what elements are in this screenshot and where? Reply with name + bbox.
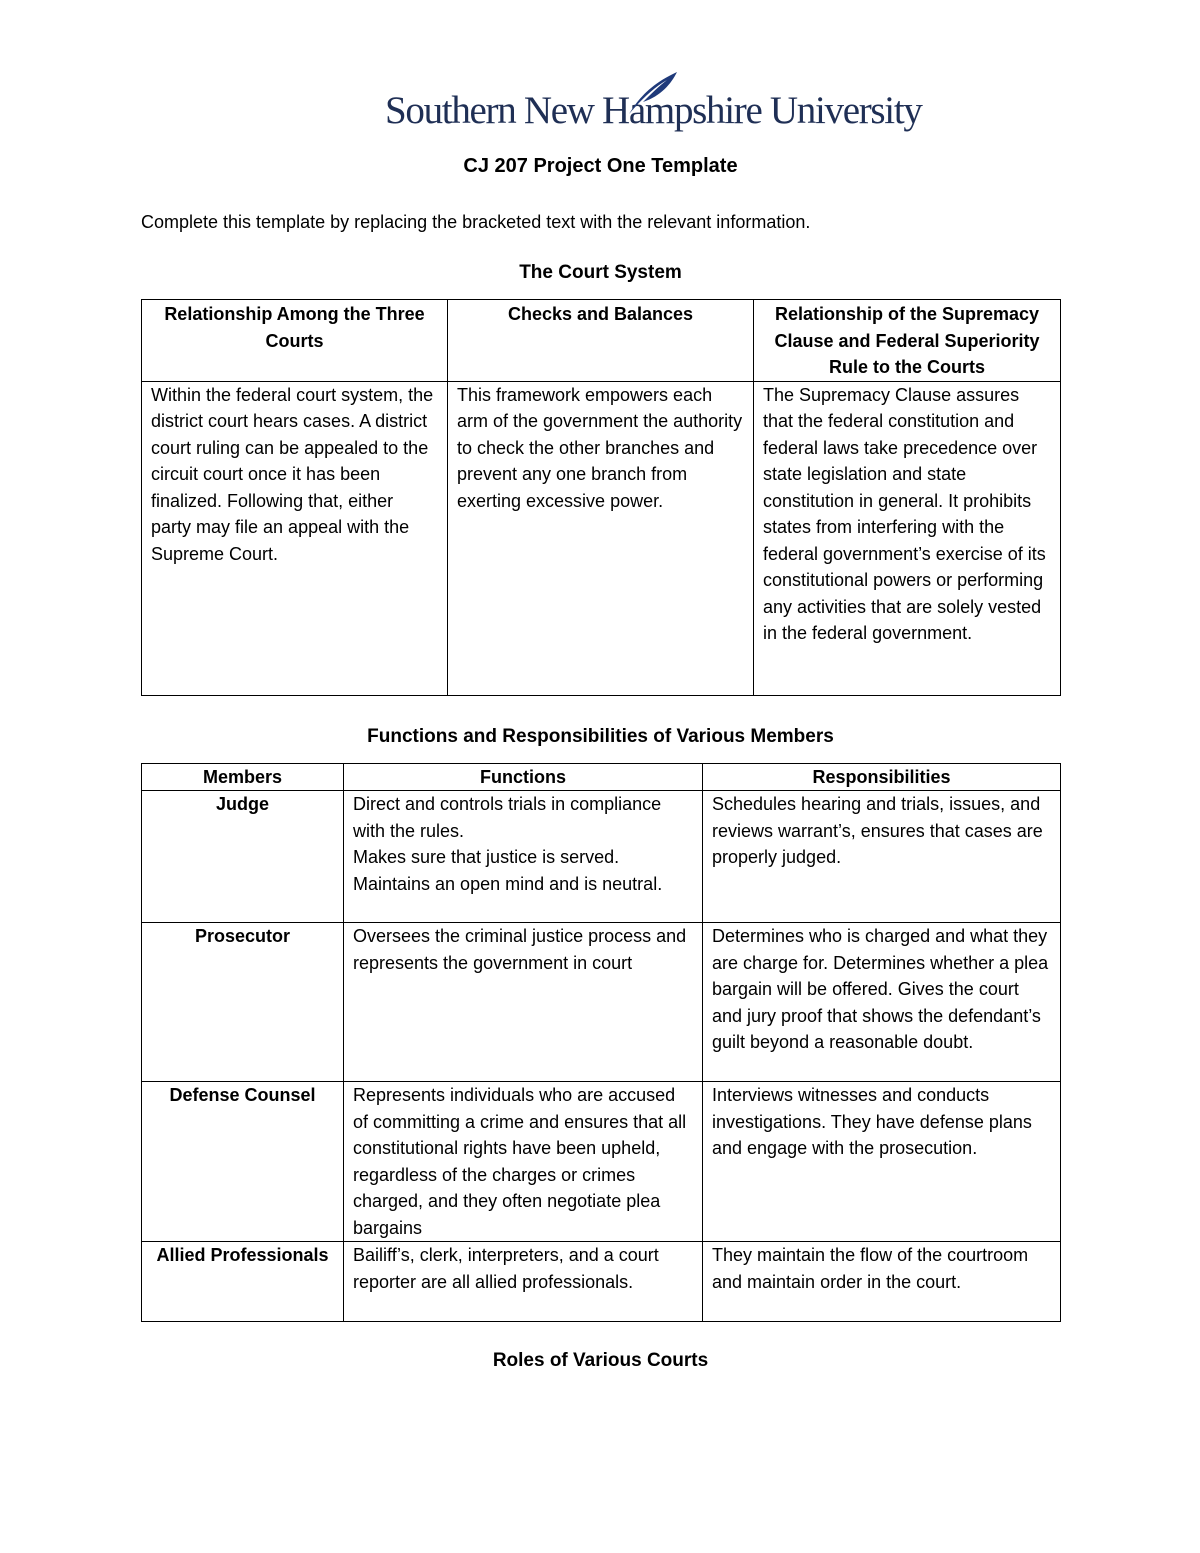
function-line: Direct and controls trials in compliance with the rules. bbox=[353, 794, 662, 841]
quill-leaf-icon bbox=[621, 70, 681, 116]
function-line: Makes sure that justice is served. bbox=[353, 847, 620, 867]
member-name: Allied Professionals bbox=[142, 1242, 344, 1322]
members-heading: Functions and Responsibilities of Various Members bbox=[367, 726, 834, 747]
column-header: Relationship Among the Three Courts bbox=[142, 300, 448, 382]
function-line: Maintains an open mind and is neutral. bbox=[353, 873, 663, 894]
instructions-text: Complete this template by replacing the bracketed text with the relevant information. bbox=[141, 212, 811, 232]
table-cell: This framework empowers each arm of the government the authority to check the other branches and prevent any one branch from exerting excessive power. bbox=[448, 381, 754, 695]
column-header: Functions bbox=[344, 764, 703, 791]
member-name: Prosecutor bbox=[142, 923, 344, 1082]
responsibilities-cell: They maintain the flow of the courtroom and maintain order in the court. bbox=[703, 1242, 1061, 1322]
member-name: Judge bbox=[142, 791, 344, 923]
responsibilities-cell: Interviews witnesses and conducts investigations. They have defense plans and engage with the prosecution. bbox=[703, 1082, 1061, 1242]
functions-cell: Oversees the criminal justice process and represents the government in court bbox=[344, 923, 703, 1082]
table-row bbox=[142, 923, 1061, 1082]
university-logo bbox=[385, 70, 922, 140]
member-name: Defense Counsel bbox=[142, 1082, 344, 1242]
column-header: Checks and Balances bbox=[448, 300, 754, 382]
table-cell: The Supremacy Clause assures that the federal constitution and federal laws take precedence over state legislation and state constitution in general. It prohibits states from interfering with the federal government’s exercise of its constitutional powers or performing any activities that are solely vested in the federal government. bbox=[754, 381, 1061, 695]
functions-cell bbox=[344, 791, 703, 923]
responsibilities-cell: Determines who is charged and what they are charge for. Determines whether a plea bargain will be offered. Gives the court and jury proof that shows the defendant’s guilt beyond a reasonable doubt. bbox=[703, 923, 1061, 1082]
university-name: Southern New Hampshire University bbox=[385, 89, 922, 132]
responsibilities-cell: Schedules hearing and trials, issues, and reviews warrant’s, ensures that cases are properly judged. bbox=[703, 791, 1061, 923]
table-header-row bbox=[142, 300, 1061, 382]
table-row bbox=[142, 1082, 1061, 1242]
table-header-row bbox=[142, 764, 1061, 791]
members-table bbox=[141, 763, 1061, 1322]
column-header: Members bbox=[142, 764, 344, 791]
courts-heading: Roles of Various Courts bbox=[492, 1350, 709, 1371]
functions-cell: Represents individuals who are accused of committing a crime and ensures that all constitutional rights have been upheld, regardless of the charges or crimes charged, and they often negotiate plea bargains bbox=[344, 1082, 703, 1242]
table-row bbox=[142, 381, 1061, 695]
column-header: Responsibilities bbox=[703, 764, 1061, 791]
column-header: Relationship of the Supremacy Clause and Federal Superiority Rule to the Courts bbox=[754, 300, 1061, 382]
court-system-heading: The Court System bbox=[519, 262, 682, 283]
table-cell: Within the federal court system, the district court hears cases. A district court ruling can be appealed to the circuit court once it has been finalized. Following that, either party may file an appeal with the Supreme Court. bbox=[142, 381, 448, 695]
court-system-table bbox=[141, 299, 1061, 696]
table-row bbox=[142, 791, 1061, 923]
document-title: CJ 207 Project One Template bbox=[463, 155, 738, 177]
table-row bbox=[142, 1242, 1061, 1322]
functions-cell: Bailiff’s, clerk, interpreters, and a court reporter are all allied professionals. bbox=[344, 1242, 703, 1322]
